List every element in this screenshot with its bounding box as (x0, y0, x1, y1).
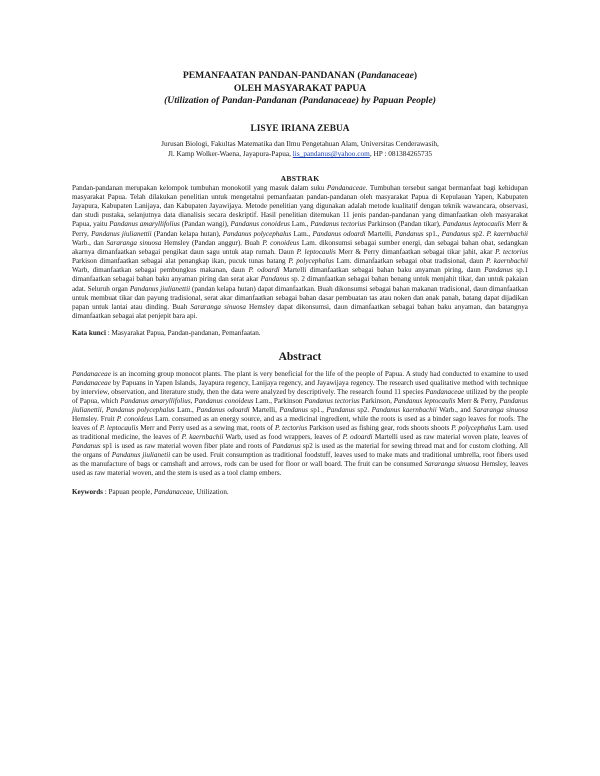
keywords-en-label: Keywords (72, 487, 103, 496)
title-line-3: (Utilization of Pandan-Pandanan (Pandanaceae) by Papuan People) (164, 95, 436, 107)
paper-title (72, 70, 528, 108)
affiliation-line-2 (72, 149, 528, 160)
affiliation-line-1: Jurusan Biologi, Fakultas Matematika dan Ilmu Pengetahuan Alam, Universitas Cenderawasih, (161, 138, 439, 148)
phone-text: , HP : 081384265735 (369, 149, 432, 159)
email-link[interactable]: lis_pandanus@yahoo.com (292, 149, 370, 159)
author-name: LISYE IRIANA ZEBUA (250, 123, 350, 134)
paper-page (72, 70, 528, 497)
abstract-heading: Abstract (278, 351, 322, 364)
address-text: Jl. Kamp Wolker-Waena, Jayapura-Papua, (168, 149, 293, 159)
author-affiliation (72, 139, 528, 160)
abstrak-heading: ABSTRAK (280, 173, 320, 183)
keywords-text: : Masyarakat Papua, Pandan-pandanan, Pemanfaatan. (105, 329, 261, 338)
abstract-body: Pandanaceae is an incoming group monocot plants. The plant is very beneficial for the life of the people of Papua. A study had conducted to examine to used Pandanaceae by Papuans in Yapen Islands, Jayapura regency, Lanijaya regency, and Jayawijaya regency. The research used qualitative method with technique by interview, observation, and literature study, then the data were analyzed by descriptively. The research found 11 species Pandanaceae utilized by the people of Papua, which Pandanus amaryllifolius, Pandanus conoideus Lam., Parkinson Pandanus tectorius Parkinson, Pandanus leptocaulis Merr & Perry, Pandanus jiulianettii, Pandanus polycephalus Lam., Pandanus odoardi Martelli, Pandanus sp1., Pandanus sp2. Pandanus kaernbachii Warb., and Sararanga sinuosa Hemsley. Fruit P. conoideus Lam. consumed as an energy source, and as a medicinal ingredient, while the roots is used as a binder sago leaves for roofs. The leaves of P. leptocaulis Merr and Perry used as a sewing mat, roots of P. tectorius Parkison used as fishing gear, rods shoots shoots P. polycephalus Lam. used as traditional medicine, the leaves of P. kaernbachii Warb, used as food wrappers, leaves of P. odoardi Martelli used as raw material woven plate, leaves of Pandanus sp1 is used as raw material woven fiber plate and roots of Pandanus sp2 is used as the material for sewing thread mat and for custom clothing. All the organs of Pandanus jiulianetii can be used. Fruit consumption as traditional foodstuff, leaves used to make mats and traditional umbrella, root fibers used as the manufacture of bags or camshaft and arrows, rods can be used for floor or wall board. The fruit can be consumed Sararanga sinuosa Hemsley, leaves used as raw material woven, and the stem is used as a tool clamp embers. (72, 370, 528, 477)
title-line-2: OLEH MASYARAKAT PAPUA (233, 82, 367, 94)
title-italic: Pandanaceae (360, 70, 414, 81)
abstrak-keywords (72, 329, 528, 338)
title-text: PEMANFAATAN PANDAN-PANDANAN ( (182, 70, 361, 81)
keywords-en-end: , Utilization. (192, 487, 229, 496)
keywords-en-italic: Pandanaceae (153, 487, 193, 496)
title-line-1 (72, 70, 528, 83)
abstrak-body: Pandan-pandanan merupakan kelompok tumbuhan monokotil yang masuk dalam suku Pandanaceae. Tumbuhan tersebut sangat bermanfaat bagi kehidupan masyarakat Papua. Telah dilakukan penelitian untuk mengetahui pemanfaatan pandan-pandanan oleh masyarakat Papua di Kepulauan Yapen, Kabupaten Jayapura, Kabupaten Lanijaya, dan Kabupaten Jayawijaya. Metode penelitian yang digunakan adalah metode kualitatif dengan teknik wawancara, observasi, dan studi pustaka, selanjutnya data dianalisis secara deskriptif. Hasil penelitian ditemukan 11 jenis pandan-pandanan yang dimanfaatkan oleh masyarakat Papua, yaitu Pandanus amaryllifolius (Pandan wangi), Pandanus conoideus Lam., Pandanus tectorius Parkinson (Pandan tikar), Pandanus leptocaulis Merr & Perry, Pandanus jiulianettii (Pandan kelapa hutan), Pandanus polycephalus Lam., Pandanus odoardi Martelli, Pandanus sp1., Pandanus sp2. P. kaernbachii Warb., dan Sararanga sinuosa Hemsley (Pandan anggur). Buah P. conoideus Lam. dikonsumsi sebagai sumber energi, dan sebagai bahan obat, sedangkan akarnya dimanfaatkan sebagai pengikat daun sagu untuk atap rumah. Daun P. leptocaulis Merr & Perry dimanfaatkan sebagai tikar jahit, akar P. tectorius Parkison dimanfaatkan sebagai alat penangkap ikan, pucuk tunas batang P. polycephalus Lam. dimanfaatkan sebagai obat tradisional, daun P. kaernbachii Warb, dimanfaatkan sebagai pembungkus makanan, daun P. odoardi Martelli dimanfaatkan sebagai bahan baku anyaman piring, daun Pandanus sp.1 dimanfaatkan sebagai bahan baku anyaman piring dan serat akar Pandanus sp. 2 dimanfaatkan sebagai bahan benang untuk menjahit tikar, dan untuk pakaian adat. Seluruh organ Pandanus jiulianettii (pandan kelapa hutan) dapat dimanfaatkan. Buah dikonsumsi sebagai bahan makanan tradisional, daun dimanfaatkan untuk membuat tikar dan payung tradisional, serat akar dimanfaatkan sebagai bahan dasar pembuatan tas atau noken dan anak panah, batang dapat dijadikan papan untuk lantai atau dinding. Buah Sararanga sinuosa Hemsley dapat dikonsumsi, daun dimanfaatkan sebagai bahan baku anyaman, dan batangnya dimanfaatkan sebagai alat penjepit bara api. (72, 183, 529, 320)
title-text-end: ) (413, 70, 418, 81)
keywords-en-text: : Papuan people, (102, 487, 154, 496)
abstract-keywords (72, 488, 528, 497)
keywords-label: Kata kunci (72, 329, 106, 338)
